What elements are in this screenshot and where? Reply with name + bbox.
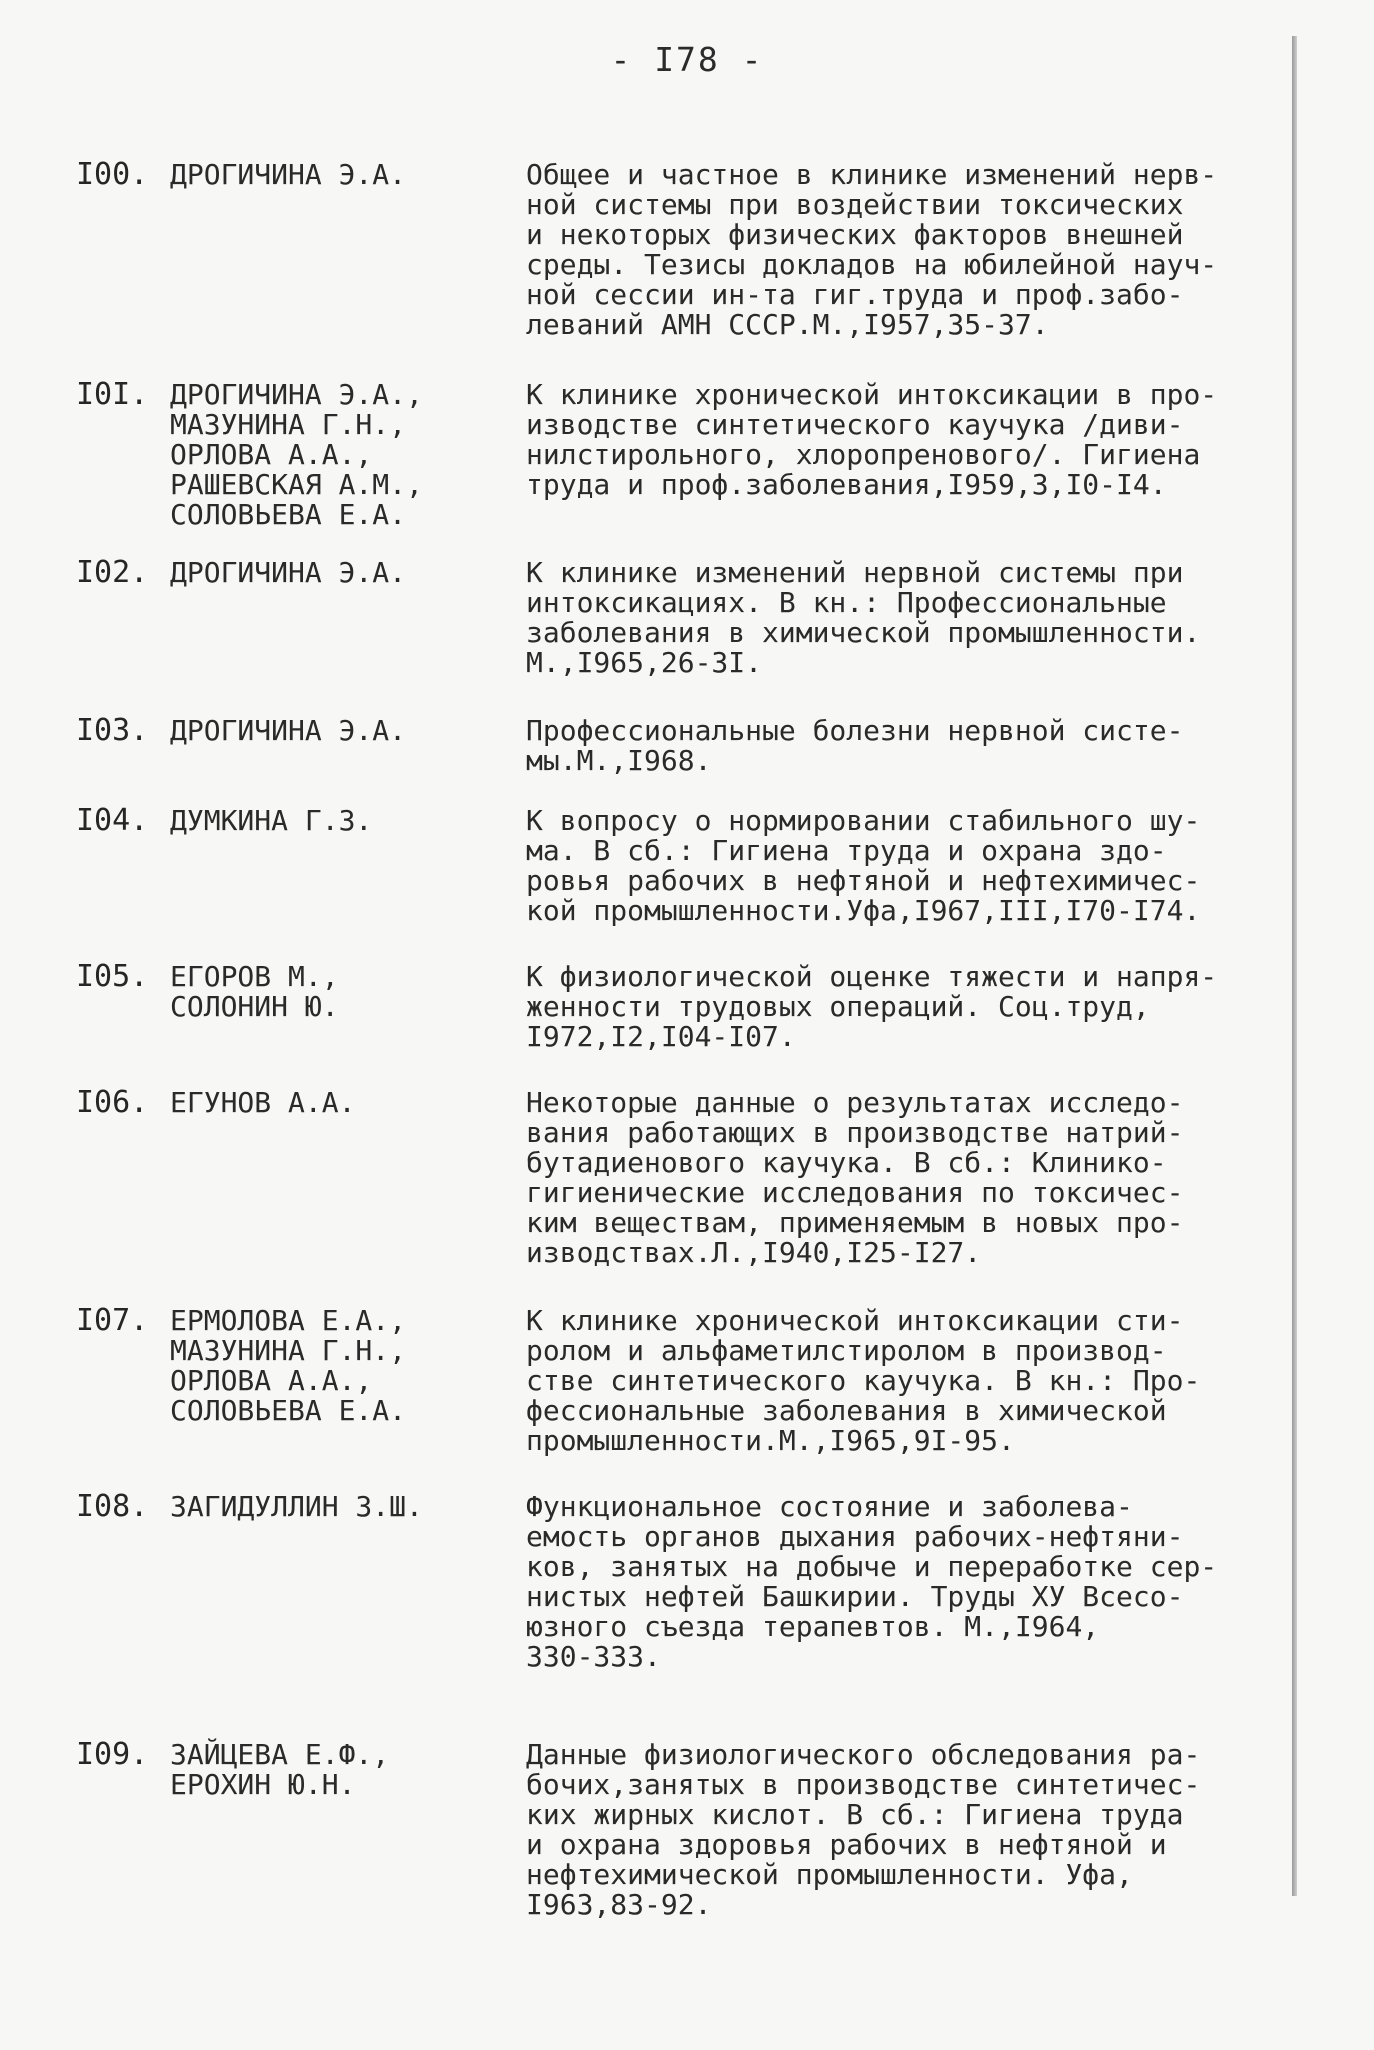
- citation-line: кой промышленности.Уфа,I967,III,I70-I74.: [526, 894, 1201, 927]
- author-name: ДРОГИЧИНА Э.А.: [170, 556, 407, 589]
- citation-line: Профессиональные болезни нервной систе-: [526, 714, 1184, 747]
- entry-authors: [170, 160, 500, 190]
- entry-citation: [526, 380, 1284, 500]
- author-name: ОРЛОВА А.А.,: [170, 1364, 373, 1397]
- citation-line: и охрана здоровья рабочих в нефтяной и: [526, 1828, 1167, 1861]
- citation-line: емость органов дыхания рабочих-нефтяни-: [526, 1520, 1184, 1553]
- entry-number: I00.: [76, 157, 149, 192]
- citation-line: ной системы при воздействии токсических: [526, 188, 1184, 221]
- author-name: ДРОГИЧИНА Э.А.,: [170, 378, 423, 411]
- entry-citation: [526, 806, 1284, 926]
- citation-line: мы.М.,I968.: [526, 744, 712, 777]
- citation-line: К вопросу о нормировании стабильного шу-: [526, 804, 1201, 837]
- citation-line: юзного съезда терапевтов. М.,I964,: [526, 1610, 1100, 1643]
- citation-line: среды. Тезисы докладов на юбилейной науч-: [526, 248, 1218, 281]
- author-name: ЕГУНОВ А.А.: [170, 1086, 356, 1119]
- citation-line: ких жирных кислот. В сб.: Гигиена труда: [526, 1798, 1184, 1831]
- entry-citation: [526, 1088, 1284, 1268]
- citation-line: гигиенические исследования по токсичес-: [526, 1176, 1184, 1209]
- citation-line: изводствах.Л.,I940,I25-I27.: [526, 1236, 982, 1269]
- author-name: ОРЛОВА А.А.,: [170, 438, 373, 471]
- page-number: - I78 -: [610, 40, 764, 79]
- entry-citation: [526, 1306, 1284, 1456]
- citation-line: нилстирольного, хлоропренового/. Гигиена: [526, 438, 1201, 471]
- author-name: ДРОГИЧИНА Э.А.: [170, 714, 407, 747]
- citation-line: ма. В сб.: Гигиена труда и охрана здо-: [526, 834, 1167, 867]
- entry-number: I07.: [76, 1303, 149, 1338]
- citation-line: К клинике хронической интоксикации сти-: [526, 1304, 1184, 1337]
- citation-line: и некоторых физических факторов внешней: [526, 218, 1184, 251]
- author-name: ЕРОХИН Ю.Н.: [170, 1768, 356, 1801]
- citation-line: интоксикациях. В кн.: Профессиональные: [526, 586, 1167, 619]
- citation-line: ровья рабочих в нефтяной и нефтехимичес-: [526, 864, 1201, 897]
- author-name: ЕГОРОВ М.,: [170, 960, 339, 993]
- author-name: СОЛОВЬЕВА Е.А.: [170, 498, 407, 531]
- entry-number: I08.: [76, 1489, 149, 1524]
- entry-number: I09.: [76, 1737, 149, 1772]
- citation-line: стве синтетического каучука. В кн.: Про-: [526, 1364, 1201, 1397]
- author-name: ДРОГИЧИНА Э.А.: [170, 158, 407, 191]
- entry-number: I0I.: [76, 377, 149, 412]
- citation-line: Общее и частное в клинике изменений нерв-: [526, 158, 1218, 191]
- page-edge-shadow: [1292, 36, 1297, 1896]
- citation-line: бутадиенового каучука. В сб.: Клинико-: [526, 1146, 1167, 1179]
- citation-line: 330-333.: [526, 1640, 661, 1673]
- citation-line: нистых нефтей Башкирии. Труды ХУ Всесо-: [526, 1580, 1184, 1613]
- author-name: ЕРМОЛОВА Е.А.,: [170, 1304, 407, 1337]
- entry-authors: [170, 716, 500, 746]
- entry-authors: [170, 1492, 500, 1522]
- entry-authors: [170, 1088, 500, 1118]
- citation-line: промышленности.М.,I965,9I-95.: [526, 1424, 1015, 1457]
- author-name: ЗАЙЦЕВА Е.Ф.,: [170, 1738, 390, 1771]
- author-name: ДУМКИНА Г.З.: [170, 804, 373, 837]
- citation-line: М.,I965,26-3I.: [526, 646, 763, 679]
- entry-number: I06.: [76, 1085, 149, 1120]
- author-name: РАШЕВСКАЯ А.М.,: [170, 468, 423, 501]
- author-name: МАЗУНИНА Г.Н.,: [170, 408, 407, 441]
- entry-authors: [170, 1740, 500, 1800]
- entry-number: I04.: [76, 803, 149, 838]
- citation-line: изводстве синтетического каучука /диви-: [526, 408, 1184, 441]
- entry-number: I02.: [76, 555, 149, 590]
- author-name: МАЗУНИНА Г.Н.,: [170, 1334, 407, 1367]
- citation-line: труда и проф.заболевания,I959,3,I0-I4.: [526, 468, 1167, 501]
- entry-number: I03.: [76, 713, 149, 748]
- entry-citation: [526, 962, 1284, 1052]
- author-name: СОЛОНИН Ю.: [170, 990, 339, 1023]
- entry-citation: [526, 716, 1284, 776]
- citation-line: К физиологической оценке тяжести и напря-: [526, 960, 1218, 993]
- entry-number: I05.: [76, 959, 149, 994]
- entry-citation: [526, 1740, 1284, 1920]
- entry-citation: [526, 160, 1284, 340]
- author-name: ЗАГИДУЛЛИН З.Ш.: [170, 1490, 423, 1523]
- citation-line: ролом и альфаметилстиролом в производ-: [526, 1334, 1167, 1367]
- citation-line: I963,83-92.: [526, 1888, 712, 1921]
- citation-line: фессиональные заболевания в химической: [526, 1394, 1167, 1427]
- citation-line: заболевания в химической промышленности.: [526, 616, 1201, 649]
- citation-line: Некоторые данные о результатах исследо-: [526, 1086, 1184, 1119]
- entry-authors: [170, 962, 500, 1022]
- citation-line: I972,I2,I04-I07.: [526, 1020, 796, 1053]
- citation-line: Функциональное состояние и заболева-: [526, 1490, 1133, 1523]
- citation-line: К клинике хронической интоксикации в про-: [526, 378, 1218, 411]
- citation-line: бочих,занятых в производстве синтетичес-: [526, 1768, 1201, 1801]
- entry-authors: [170, 380, 500, 530]
- entry-citation: [526, 1492, 1284, 1672]
- entry-authors: [170, 1306, 500, 1426]
- author-name: СОЛОВЬЕВА Е.А.: [170, 1394, 407, 1427]
- citation-line: Данные физиологического обследования ра-: [526, 1738, 1201, 1771]
- citation-line: ков, занятых на добыче и переработке сер-: [526, 1550, 1218, 1583]
- citation-line: женности трудовых операций. Соц.труд,: [526, 990, 1150, 1023]
- citation-line: леваний АМН СССР.М.,I957,35-37.: [526, 308, 1049, 341]
- entry-citation: [526, 558, 1284, 678]
- citation-line: ной сессии ин-та гиг.труда и проф.забо-: [526, 278, 1184, 311]
- citation-line: ким веществам, применяемым в новых про-: [526, 1206, 1184, 1239]
- citation-line: К клинике изменений нервной системы при: [526, 556, 1184, 589]
- entry-authors: [170, 558, 500, 588]
- entry-authors: [170, 806, 500, 836]
- citation-line: нефтехимической промышленности. Уфа,: [526, 1858, 1133, 1891]
- citation-line: вания работающих в производстве натрий-: [526, 1116, 1184, 1149]
